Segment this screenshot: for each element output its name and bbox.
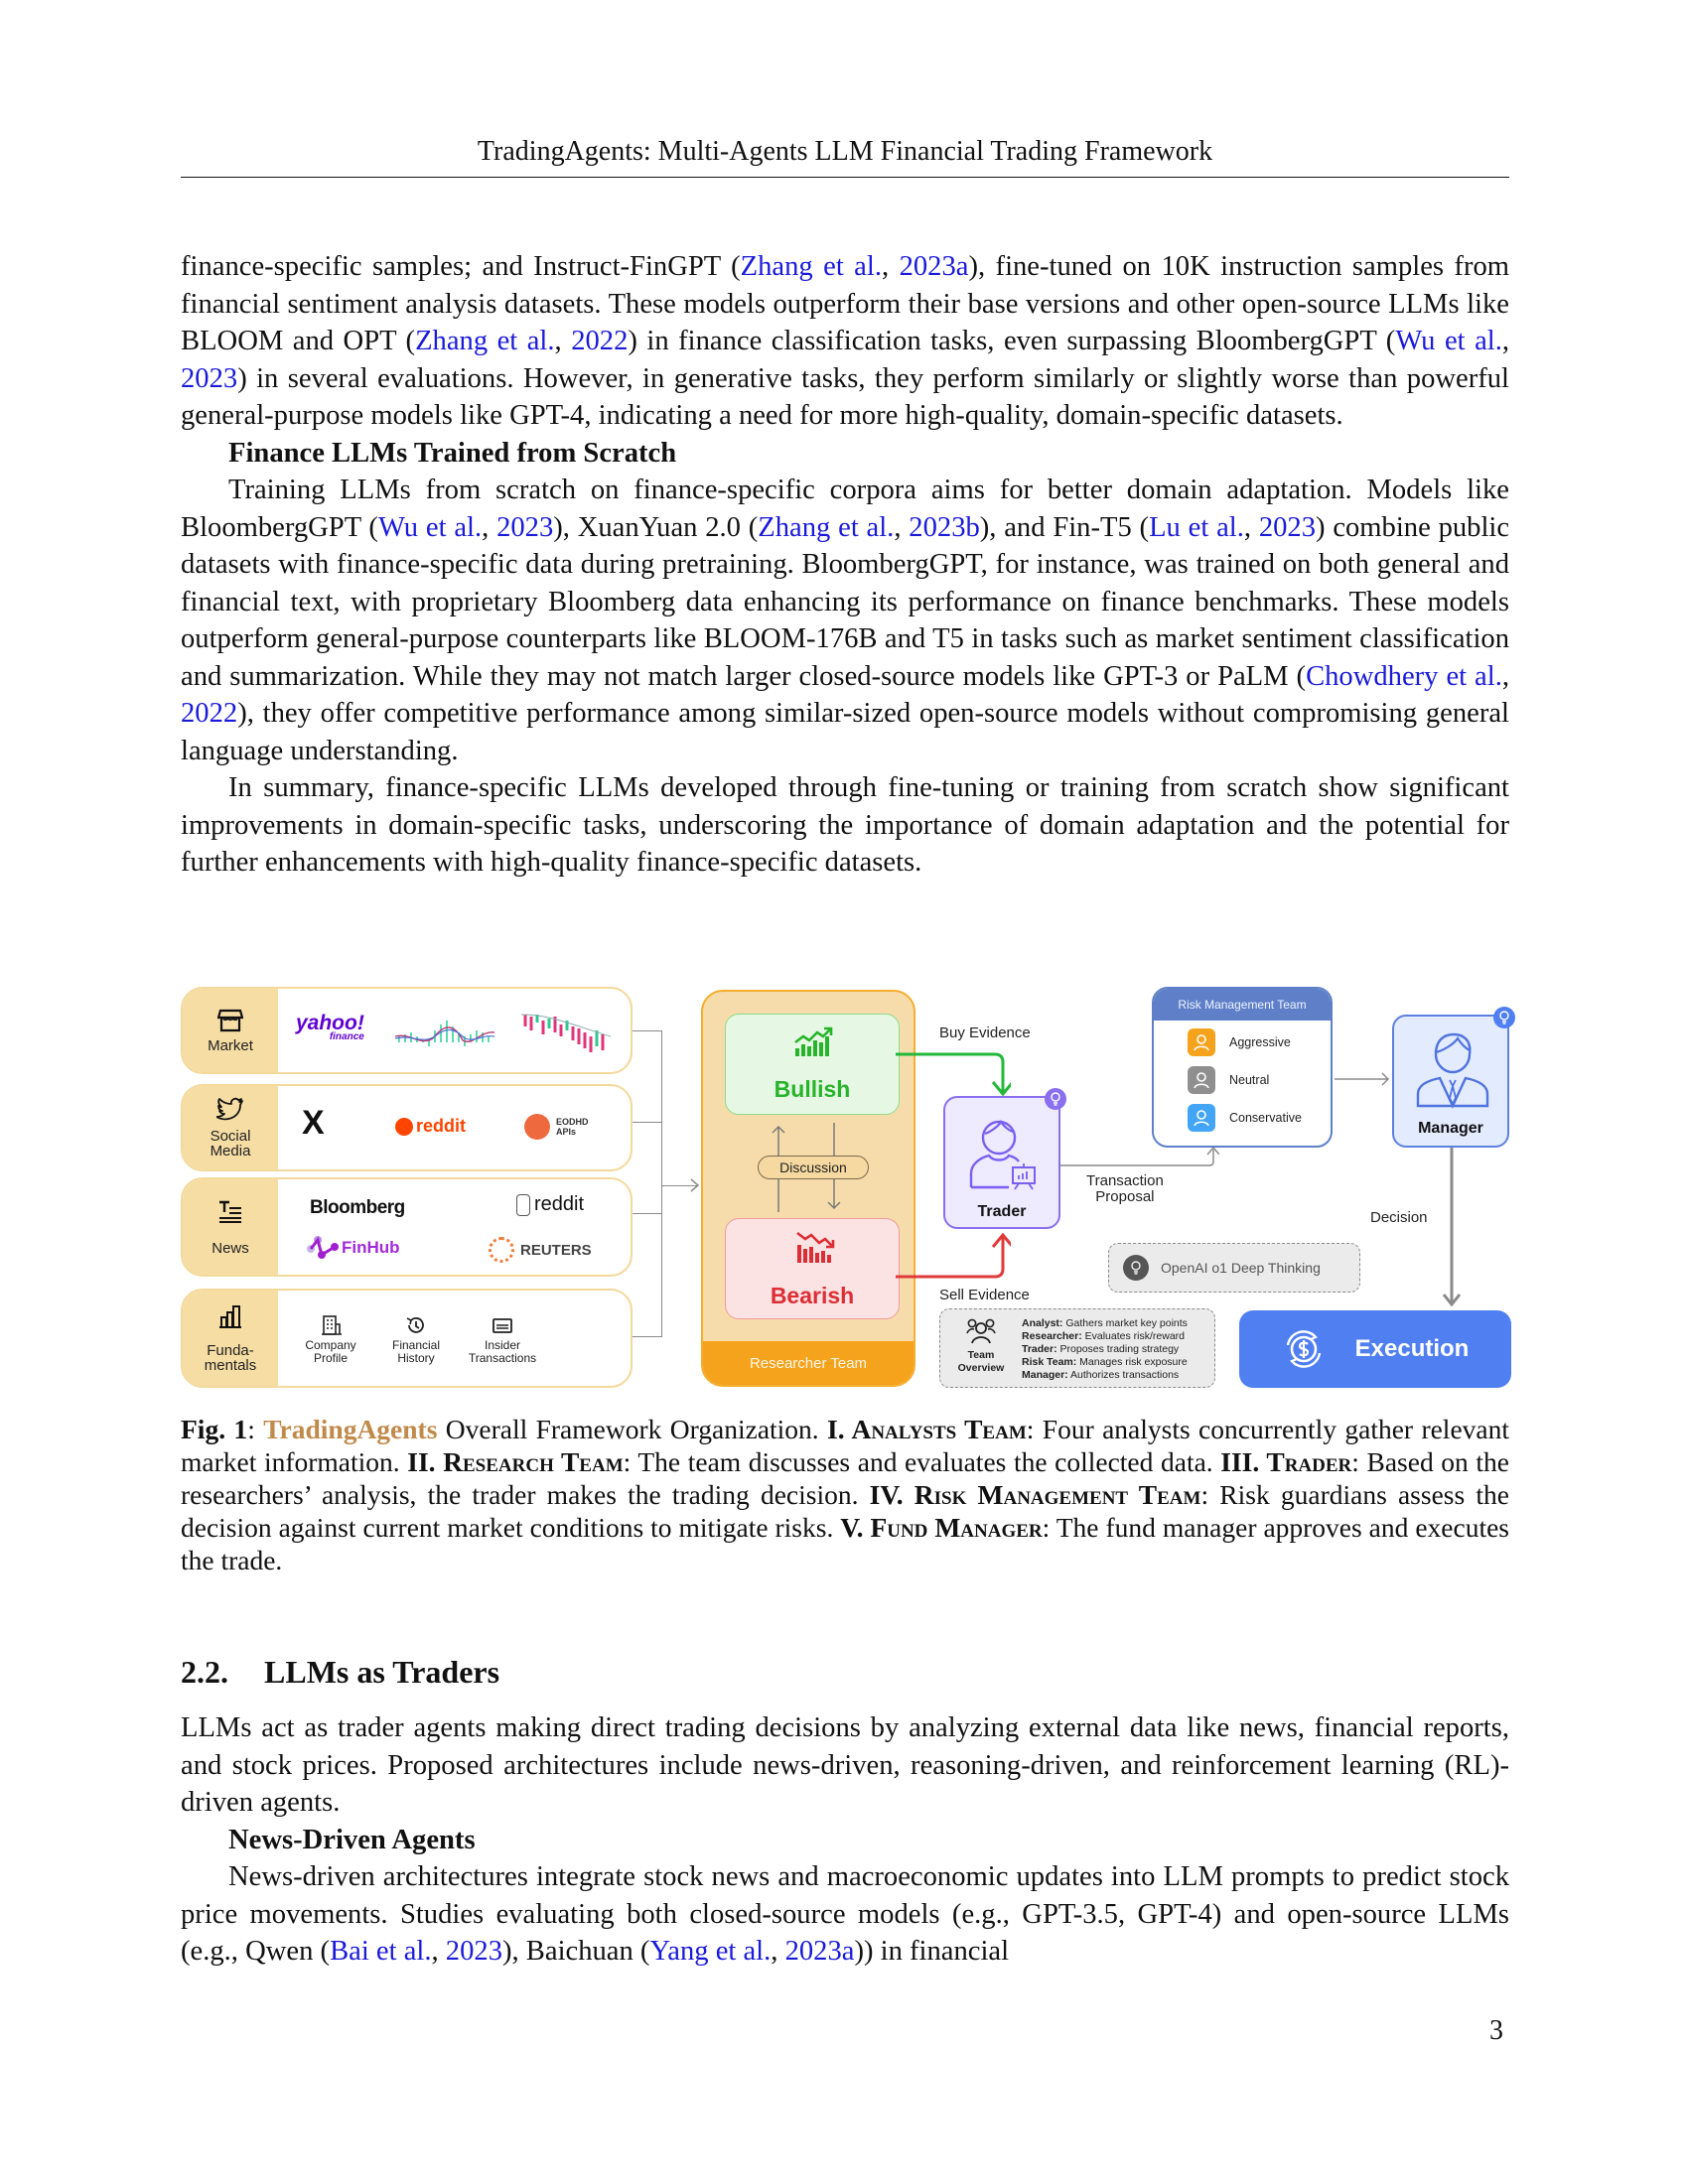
citation-link[interactable]: Zhang et al. (415, 326, 555, 356)
role-manager: Manager: Authorizes transactions (1022, 1369, 1180, 1381)
bird-icon (216, 1097, 244, 1123)
citation-year-link[interactable]: 2023 (445, 1936, 502, 1967)
figure-label: Fig. 1 (181, 1414, 248, 1444)
bullish-researcher: Bullish (725, 1014, 900, 1115)
eodhd-icon (524, 1114, 550, 1140)
citation-link[interactable]: Yang et al. (649, 1936, 772, 1967)
connector-line (633, 1336, 662, 1337)
citation-year-link[interactable]: 2023b (909, 511, 980, 543)
risk-member-neutral: Neutral (1188, 1066, 1269, 1094)
subheading-news-driven: News-Driven Agents (228, 1824, 476, 1855)
brand-name: TradingAgents (263, 1414, 438, 1444)
trader-person-icon (961, 1110, 1047, 1195)
transaction-proposal-arrow (1060, 1146, 1219, 1169)
buy-evidence-arrow (896, 1044, 1011, 1100)
reuters-icon (489, 1237, 514, 1263)
news-icon (217, 1199, 243, 1223)
page-number: 3 (1489, 2015, 1503, 2046)
person-icon (1188, 1028, 1215, 1056)
connector-line (633, 1030, 662, 1031)
team-overview-title: Team Overview (950, 1317, 1012, 1375)
person-icon (1188, 1104, 1215, 1132)
role-analyst: Analyst: Gathers market key points (1022, 1317, 1188, 1329)
citation-year-link[interactable]: 2023a (784, 1936, 855, 1967)
paragraph-scratch: Training LLMs from scratch on finance-specific corpora aims for better domain adaptation. Models like BloombergGPT (Wu et al., 2023), XuanYuan 2.0 (Zhang et al., 2023b), and Fin-T5 (Lu et al., 2023) combine public datasets with finance-specific data during pretraining. BloombergGPT, for instance, was trained on both general and financial text, with proprietary Bloomberg data enhancing its performance on finance benchmarks. These models outperform general-purpose counterparts like BLOOM-176B and T5 in tasks such as market sentiment classification and summarization. While they may not match larger closed-source models like GPT-3 or PaLM (Chowdhery et al., 2022), they offer competitive performance among similar-sized open-source models without compromising general language understanding. (181, 475, 1510, 766)
citation-year-link[interactable]: 2023 (181, 362, 238, 394)
researcher-team-label: Researcher Team (703, 1341, 914, 1385)
team-overview-legend (939, 1308, 1215, 1388)
lightbulb-icon (1045, 1088, 1066, 1110)
citation-year-link[interactable]: 2023a (899, 251, 969, 282)
person-icon (1188, 1066, 1215, 1094)
researcher-team (701, 990, 915, 1387)
connector-line (661, 1030, 662, 1336)
arrow-right-icon (1335, 1072, 1392, 1086)
building-icon (320, 1314, 342, 1336)
bar-chart-icon (217, 1303, 243, 1329)
decision-arrow (1442, 1148, 1462, 1308)
citation-year-link[interactable]: 2022 (181, 698, 238, 729)
trend-down-icon (795, 1231, 835, 1265)
insider-transactions-item: Insider Transactions (453, 1314, 552, 1365)
document-card-icon (492, 1314, 513, 1336)
citation-link[interactable]: Zhang et al. (740, 251, 882, 282)
team-icon (966, 1317, 996, 1345)
role-risk-team: Risk Team: Manages risk exposure (1022, 1356, 1188, 1368)
moving-average-chart-icon (395, 1017, 494, 1050)
lightbulb-icon (1123, 1255, 1149, 1281)
analyst-row-social-media (181, 1084, 633, 1171)
connector-line (633, 1213, 662, 1214)
bloomberg-logo: Bloomberg (310, 1197, 405, 1218)
finhub-logo: FinHub (306, 1235, 400, 1261)
category-social-media: Social Media (183, 1086, 278, 1169)
fund-manager-agent: Manager (1392, 1015, 1509, 1148)
manager-person-icon (1412, 1026, 1493, 1116)
team-roles-list (1022, 1317, 1188, 1382)
paragraph-finetuned: finance-specific samples; and Instruct-FinGPT (Zhang et al., 2023a), fine-tuned on 10K instruction samples from financial sentiment analysis datasets. These models outperform their base versions and other open-source LLMs like BLOOM and OPT (Zhang et al., 2022) in finance classification tasks, even surpassing BloombergGPT (Wu et al., 2023) in several evaluations. However, in generative tasks, they perform similarly or slightly worse than powerful general-purpose models like GPT-4, indicating a need for more high-quality, domain-specific datasets. (181, 251, 1510, 431)
role-researcher: Researcher: Evaluates risk/reward (1022, 1330, 1185, 1342)
body-text-bottom (181, 1709, 1509, 1971)
history-icon (405, 1314, 427, 1336)
category-fundamentals: Funda- mentals (183, 1291, 278, 1386)
transaction-proposal-label: Transaction Proposal (1086, 1172, 1164, 1205)
citation-link[interactable]: Chowdhery et al. (1306, 660, 1502, 692)
sell-evidence-label: Sell Evidence (939, 1287, 1030, 1303)
execution-box: Execution (1239, 1310, 1511, 1388)
candlestick-chart-icon (521, 1011, 611, 1058)
paragraph-news-driven: News-driven architectures integrate stock news and macroeconomic updates into LLM prompts to predict stock price movements. Studies evaluating both closed-source models (e.g., GPT-3.5, GPT-4) and open-source LLMs (e.g., Qwen (Bai et al., 2023), Baichuan (Yang et al., 2023a)) in financial (181, 1861, 1509, 1967)
risk-management-team (1152, 987, 1333, 1148)
bearish-researcher: Bearish (725, 1218, 900, 1319)
body-text-top (181, 248, 1509, 882)
finhub-icon (306, 1235, 340, 1261)
framework-figure (181, 987, 1511, 1388)
category-market: Market (183, 989, 278, 1072)
reddit-mascot-icon (516, 1194, 530, 1216)
paragraph-intro: LLMs act as trader agents making direct trading decisions by analyzing external data like news, financial reports, and stock prices. Proposed architectures include news-driven, reasoning-driven, and reinforcement learning (RL)-driven agents. (181, 1712, 1509, 1818)
x-logo: X (302, 1104, 325, 1142)
financial-history-item: Financial History (381, 1314, 451, 1365)
category-news: News (183, 1179, 278, 1275)
discussion-label: Discussion (758, 1156, 869, 1179)
trend-up-icon (793, 1026, 833, 1058)
risk-member-conservative: Conservative (1188, 1104, 1302, 1132)
analyst-row-fundamentals (181, 1289, 633, 1388)
subheading-scratch: Finance LLMs Trained from Scratch (228, 437, 677, 469)
company-profile-item: Company Profile (296, 1314, 365, 1365)
citation-link[interactable]: Zhang et al. (758, 511, 895, 543)
section-heading: 2.2. LLMs as Traders (181, 1654, 500, 1690)
eodhd-logo: EODHD APIs (524, 1114, 589, 1140)
reddit-logo: reddit (395, 1116, 466, 1137)
trader-agent: Trader (943, 1096, 1060, 1229)
reuters-logo: REUTERS (489, 1237, 592, 1263)
analyst-row-market (181, 987, 633, 1074)
citation-link[interactable]: Wu et al. (377, 511, 483, 543)
citation-link[interactable]: Wu et al. (1395, 326, 1502, 356)
reddit-icon (395, 1118, 413, 1136)
subreddit-logo: reddit (516, 1193, 584, 1216)
lightbulb-icon (1493, 1007, 1515, 1028)
yahoo-finance-logo: yahoo! finance (296, 1012, 364, 1042)
storefront-icon (217, 1009, 243, 1032)
connector-line (633, 1122, 662, 1123)
role-trader: Trader: Proposes trading strategy (1022, 1343, 1180, 1355)
citation-year-link[interactable]: 2023 (1258, 511, 1316, 543)
decision-label: Decision (1370, 1209, 1428, 1226)
dollar-cycle-icon (1282, 1327, 1326, 1371)
paragraph-summary: In summary, finance-specific LLMs developed through fine-tuning or training from scratch show significant improvements in domain-specific tasks, underscoring the importance of domain adaptation and the potential for further enhancements with high-quality finance-specific datasets. (181, 772, 1509, 878)
figure-caption: Fig. 1: TradingAgents Overall Framework Organization. I. Analysts Team: Four analysts concurrently gather relevant market information. II. Research Team: The team discusses and evaluates the collected data. III. Trader: Based on the researchers’ analysis, the trader makes the trading decision. IV. Risk Management Team: Risk guardians assess the decision against current market conditions to mitigate risks. V. Fund Manager: The fund manager approves and executes the trade. (181, 1414, 1509, 1575)
sell-evidence-arrow (896, 1231, 1011, 1287)
citation-year-link[interactable]: 2022 (571, 326, 629, 356)
deep-thinking-badge: OpenAI o1 Deep Thinking (1108, 1243, 1360, 1293)
citation-year-link[interactable]: 2023 (496, 511, 554, 543)
arrow-right-icon (689, 1178, 701, 1192)
buy-evidence-label: Buy Evidence (939, 1024, 1031, 1041)
risk-team-title: Risk Management Team (1154, 989, 1331, 1021)
citation-link[interactable]: Bai et al. (330, 1936, 432, 1967)
analyst-row-news (181, 1177, 633, 1277)
risk-member-aggressive: Aggressive (1188, 1028, 1291, 1056)
header-rule (181, 177, 1509, 178)
running-header: TradingAgents: Multi-Agents LLM Financial Trading Framework (477, 136, 1213, 167)
citation-link[interactable]: Lu et al. (1149, 511, 1244, 543)
